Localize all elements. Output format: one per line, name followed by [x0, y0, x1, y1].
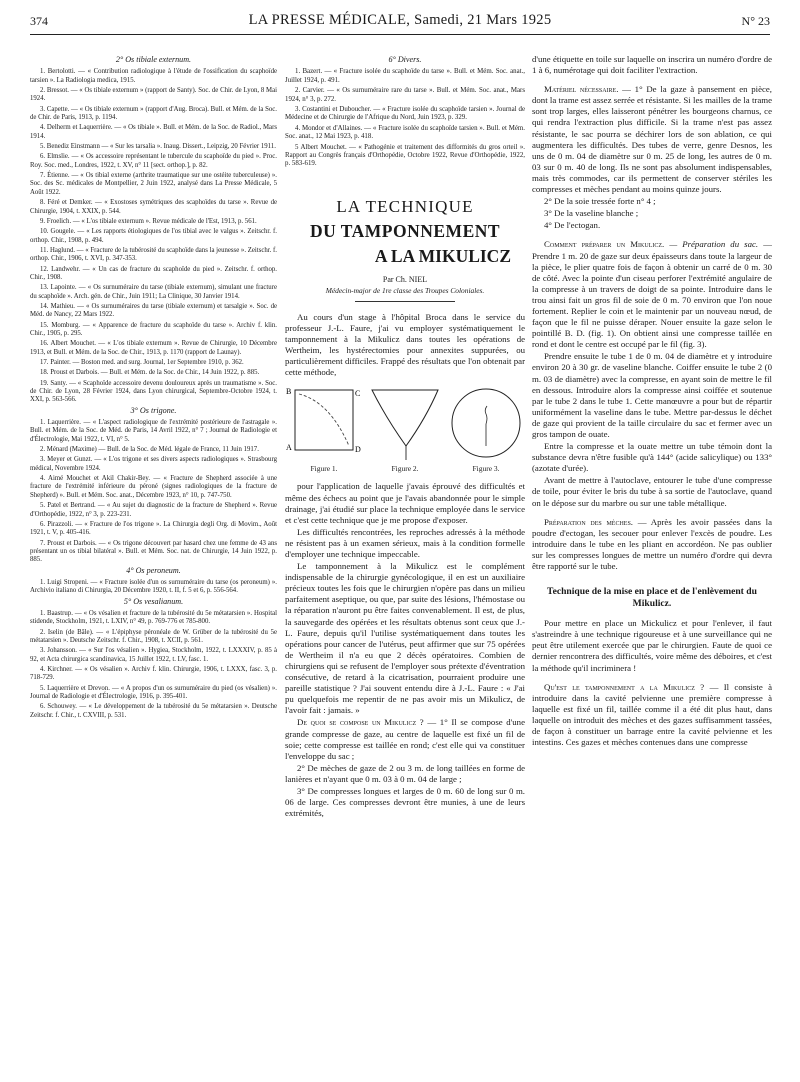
issue-number: N° 23 — [741, 14, 770, 28]
article-column — [285, 54, 525, 820]
reference-entry: 4. Delherm et Laquerrière. — « Os tibiale ». Bull. et Mém. de la Soc. de Radiol., Mars 1914. — [30, 124, 277, 140]
section-heading: 5° Os vesalianum. — [123, 596, 184, 606]
figure-2-caption: Figure 2. — [391, 464, 419, 474]
compose-item: 2° De mèches de gaze de 2 ou 3 m. de long taillées en forme de lanières et n'ayant que 0 m. 03 à 0 m. 04 de large ; — [285, 762, 525, 784]
reference-entry: 4. Kirchner. — « Os vésalien ». Archiv f. klin. Chirurgie, 1906, t. LXXX, fasc. 3, p. 718-729. — [30, 666, 277, 682]
figure-1-letter-c: C — [355, 389, 361, 399]
materials-item: 3° De la vaseline blanche ; — [544, 208, 639, 219]
figure-1-caption: Figure 1. — [310, 464, 338, 474]
journal-title: LA PRESSE MÉDICALE, Samedi, 21 Mars 1925 — [248, 12, 552, 28]
page-number: 374 — [30, 14, 48, 28]
section-subtitle: Technique de la mise en place et de l'enlèvement du Mikulicz. — [547, 586, 757, 610]
reference-entry: 6. Schouwey. — « Le développement de la tubérosité du 5e métatarsien ». Deutsche Zeitschr. f. Chir., t. CXVIII, p. 531. — [30, 703, 277, 719]
body-paragraph: Le tamponnement à la Mikulicz est le complément indispensable de la chirurgie gynécologique, il en est un auxiliaire précieux toutes les fois que le chirurgien n'opère pas dans un milieu parfaitement aseptique, ou que, par suite des lésions, l'hémostase ou la réparation n'auront pu être faites convenablement. Il est, de plus, la sauvegarde des opérées et les résultats obtenus sont ceux que J.-L. Faure, depuis qu'il l'utilise systématiquement dans toutes les opérations pour cancer de l'utérus, peut affirmer que sur 75 opérées de Wertheim il n'a eu que 2 décès opératoires. Combien de chirurgiens qui se refusent de l'employer sous prétexte d'éventration consécutive, de retard à la cicatrisation, pourraient produire une pareille statistique ? J'ai souvent entendu dire à J.-L. Faure : « J'ai pu quelquefois me repentir de ne pas avoir mis un Mikulicz, de l'avoir fait : jamais. » — [285, 561, 525, 716]
reference-entry: 1. Bertolotti. — « Contribution radiologique à l'étude de l'ossification du scaphoïde tarsien ». La Radiologia medica, 1915. — [30, 68, 277, 84]
meches-paragraph — [532, 517, 772, 572]
figure-3-circle — [447, 384, 525, 462]
figure-1-letter-a: A — [286, 443, 292, 453]
question-heading: Qu'est le tamponnement a la Mikulicz ? — [544, 681, 705, 692]
reference-entry: 4. Mondor et d'Allaines. — « Fracture isolée du scaphoïde tarsien ». Bull. et Mém. Soc. anat., 12 Mai 1923, p. 418. — [285, 124, 525, 141]
section-heading: 2° Os tibiale externum. — [115, 55, 192, 64]
figure-1-letter-b: B — [286, 387, 292, 397]
reference-entry: 1. Bazert. — « Fracture isolée du scaphoïde du tarse ». Bull. et Mém. Soc. anat., Juillet 1924, p. 491. — [285, 68, 525, 84]
compose-text: — 1° Il se compose d'une grande compresse de gaze, au centre de laquelle est fixé un fil de soie; cette compresse est taillée en rond; c'est elle qui va constituer l'enveloppe du sac ; — [285, 717, 525, 761]
reference-entry: 3. Johansson. — « Sur l'os vésalien ». Hygiea, Stockholm, 1922, t. LXXXIV, p. 85 à 92, et Acta chirurgica scandinavica, 15 Juillet 1922, t. LV, fasc. 1. — [30, 647, 277, 663]
reference-entry: 1. Laquerrière. — « L'aspect radiologique de l'extrémité postérieure de l'astragale ». Bull. et Mém. de la Soc. de Méd. de Paris, 14 Avril 1922, n° 7 ; Journal de Radiologie et d'Électrologie, Mai 1922, t. VI, n° 5. — [30, 419, 277, 443]
meches-heading: Préparation des mèches. — [544, 516, 633, 527]
reference-entry: 12. Landwehr. — « Un cas de fracture du scaphoïde du pied ». Zeitschr. f. orthop. Chir., 1908. — [30, 265, 277, 281]
figure-1-letter-d: D — [355, 445, 361, 455]
reference-entry: 8. Féré et Demker. — « Exostoses symétriques des scaphoïdes du tarse ». Revue de Chirurgie, 1904, t. XXIX, p. 544. — [30, 199, 277, 215]
preparation-text: — Prendre 1 m. 20 de gaze sur deux épaisseurs dans toute la largeur de la pièce, le plier quatre fois de façon à obtenir un carré de 0 m. 30 de côté. Avec la pointe d'un ciseau perforer l'extrémité angulaire de la compresse à un travers de doigt de sa pointe. Introduire dans le trou ainsi fait un gros fil de soie de 0 m. 70 environ que l'on noue fortement. Replier le coin et le maintenir par un nouveau nœud, de façon que le fil ne puisse déraper. Nouer ensuite la gaze selon le pointillé B. D. (fig. 1). On obtient ainsi une compresse taillée en rond et dont le centre est occupé par le fil (fig. 3). — [532, 239, 772, 350]
reference-entry: 11. Haglund. — « Fracture de la tubérosité du scaphoïde dans la jeunesse ». Zeitschr. f. orthop. Chir., 1906, t. XVI, p. 347-353. — [30, 246, 277, 263]
reference-entry: 13. Lapointe. — « Os surnuméraire du tarse (tibiale externum), simulant une fracture du scaphoïde ». Arch. gén. de Chir., Juin 1911; La Clinique, 30 Janvier 1914. — [30, 284, 277, 300]
reference-entry: 5. Patel et Bertrand. — « Au sujet du diagnostic de la fracture de Shepherd ». Revue d'Orthopédie, 1922, n° 3, p. 223-231. — [30, 502, 277, 518]
bibliography-column — [30, 54, 277, 722]
preparation-subheading: — Préparation du sac. — [669, 239, 759, 250]
reference-entry: 7. Proust et Darbois. — « Os trigone découvert par hasard chez une femme de 43 ans présentant un os tibial bilatéral ». Bull. et Mém. Soc. nat. de Chirurgie, 14 Juin 1922, p. 885. — [30, 539, 277, 564]
reference-entry: 19. Santy. — « Scaphoïde accessoire devenu douloureux après un traumatisme ». Soc. de Chir. de Lyon, 28 Février 1924, dans Lyon chirurgical, Septembre-Octobre 1924, t. XXI, p. 563-566. — [30, 379, 277, 404]
materials-text: — 1° De la gaze à pansement en pièce, dont la trame est assez serrée et résistante. Si les mailles de la trame sont trop larges, elles laisseront pénétrer les bourgeons charnus, ce qui rendra l'extraction plus difficile. Si la trame n'est pas assez résistante, le sac pourra se déchirer lors de son ablation, ce qui augmentera les difficultés. Des tubes de verre, genre Desnos, les uns de 0 m. 04 de diamètre sur 0 m. 25 de long, les autres de 0 m. 03 sur 0 m. 40 de long. Ils ne sont pas absolument indispensables, mais très commodes, car ils permettent de conserver stériles les compresses et mèches pendant au moins quinze jours. — [532, 84, 772, 195]
reference-entry: 5 Albert Mouchet. — « Pathogénie et traitement des difformités du gros orteil ». Rapport au Congrès français d'Orthopédie, Octobre 1922, Revue d'Orthopédie, 1922, p. 583-619. — [285, 143, 525, 168]
question-text: — Il consiste à introduire dans la cavité pelvienne une première compresse à laquelle est fixé un fil, taillée comme il a été dit plus haut, dans laquelle on introduit des mèches et des gazes suffisamment tassées, de façon à constituer un barrage entre la cavité pelvienne et les intestins. Ces gazes et mèches contenues dans une compresse — [532, 681, 772, 748]
reference-entry: 14. Mathieu. — « Os surnuméraires du tarse (tibiale externum) et tarsalgie ». Soc. de Méd. de Nancy, 22 Mars 1922. — [30, 302, 277, 319]
body-paragraph: Avant de mettre à l'autoclave, entourer le tube d'une compresse de toile, pour éviter le bris du tube à sa sortie de l'autoclave, quand on le dépose sur du marbre ou sur une table métallique. — [532, 475, 772, 508]
reference-entry: 9. Froelich. — « L'os tibiale externum ». Revue médicale de l'Est, 1913, p. 561. — [40, 217, 257, 225]
compose-item: 3° De compresses longues et larges de 0 m. 60 de long sur 0 m. 06 de large. Ces compresses devront être munies, à une de leurs extrémités, — [285, 785, 525, 819]
article-title-line2: DU TAMPONNEMENT — [309, 220, 501, 241]
reference-entry: 15. Momburg. — « Apparence de fracture du scaphoïde du tarse ». Archiv f. klin. Chir., 1905, p. 295. — [30, 321, 277, 337]
meches-text: — Après les avoir passées dans la poudre d'ectogan, les secouer pour enlever l'excès de poudre. Les introduire dans le tube en les pliant en accordéon. Ne pas oublier sur les compresses longues de mettre un numéro d'ordre qui devra être rapporté sur le tube. — [532, 516, 772, 572]
materials-item: 2° De la soie tressée forte n° 4 ; — [544, 196, 656, 207]
body-paragraph: Prendre ensuite le tube 1 de 0 m. 04 de diamètre et y introduire environ 20 à 30 gr. de vaseline blanche. Coiffer ensuite le tube 2 (0 m. 03 de diamètre) avec la compresse, en ayant soin de mettre le fil en dessous. Introduire alors la compresse ainsi coiffée et soutenue par le tube 2 dans le tube 1. Cette manœuvre a pour but de répartir uniformément la vaseline dans le tube. Mettre par-dessus le déchet de gaze qui provient de la taille circulaire du sac et fermer avec un gros tampon de ouate. — [532, 351, 772, 439]
section-heading: 3° Os trigone. — [130, 405, 177, 415]
body-paragraph: pour l'application de laquelle j'avais éprouvé des difficultés et même des échecs au point que je l'avais abandonnée pour le simple drainage, j'ai étudié sur place la technique employée dans le service et c'est cette technique que je me propose d'exposer. — [285, 481, 525, 525]
continuation-column — [532, 54, 772, 749]
preparation-paragraph — [532, 239, 772, 350]
figures-row — [285, 384, 525, 473]
reference-entry: 2. Ménard (Maxime) — Bull. de la Soc. de Méd. légale de France, 11 Juin 1917. — [40, 446, 259, 454]
figure-1 — [285, 384, 363, 473]
article-title-line3: A LA MIKULICZ — [374, 245, 511, 266]
body-paragraph: d'une étiquette en toile sur laquelle on inscrira un numéro d'ordre de 1 à 6, numérotage qui doit faciliter l'extraction. — [532, 54, 772, 76]
article-affiliation: Médecin-major de 1re classe des Troupes Coloniales. — [325, 285, 485, 295]
figure-1-square — [285, 384, 363, 462]
article-author: Par Ch. NIEL — [382, 274, 428, 284]
reference-entry: 10. Gougele. — « Les rapports étiologiques de l'os tibial avec le valgus ». Zeitschr. f. orthop. Chir., 1908, p. 494. — [30, 228, 277, 244]
divider — [355, 301, 455, 302]
section-heading: 6° Divers. — [388, 55, 422, 64]
reference-entry: 3. Meyer et Gunzt. — « L'os trigone et ses divers aspects radiologiques ». Strasbourg médical, Novembre 1924. — [30, 456, 277, 472]
reference-entry: 6. Elmslie. — « Os accessoire représentant le tubercule du scaphoïde du pied ». Proc. Roy. Soc. med., Londres, 1922, t. XV, n° 11 [sect. orthop.], p. 82. — [30, 153, 277, 169]
compose-heading: De quoi se compose un Mikulicz ? — [297, 717, 424, 728]
figure-3 — [447, 384, 525, 473]
article-title-line1: LA TECHNIQUE — [336, 196, 474, 216]
reference-entry: 7. Étienne. — « Os tibial externe (arthrite traumatique sur une ostéite tuberculeuse) ». Soc. des Sc. médicales de Montpellier, 2 Juin 1922, analysé dans La Presse Médicale, 5 Août 1922. — [30, 172, 277, 196]
compose-paragraph — [285, 717, 525, 761]
figure-3-caption: Figure 3. — [472, 464, 500, 474]
reference-entry: 16. Albert Mouchet. — « L'os tibiale externum ». Revue de Chirurgie, 10 Décembre 1913, et Bull. et Mém. de la Soc. de Chir., 1913, p. 1170 (rapport de Launay). — [30, 340, 277, 356]
reference-entry: 6. Pirazzoli. — « Fracture de l'os trigone ». La Chirurgia degli Org. di Movim., Août 1921, t. V, p. 405-416. — [30, 520, 277, 537]
body-paragraph: Entre la compresse et la ouate mettre un tube témoin dont la substance devra n'être fusible qu'à 144° (acide salicylique) ou 133° (azotate d'urée). — [532, 441, 772, 474]
materials-paragraph — [532, 84, 772, 195]
reference-entry: 18. Proust et Darbois. — Bull. et Mém. de la Soc. de Chir., 14 Juin 1922, p. 885. — [40, 369, 260, 377]
reference-entry: 2. Bressot. — « Os tibiale externum » (rapport de Santy). Soc. de Chir. de Lyon, 8 Mai 1924. — [30, 87, 277, 103]
materials-item: 4° De l'ectogan. — [544, 220, 601, 231]
preparation-heading: Comment préparer un Mikulicz. — [544, 239, 665, 250]
reference-entry: 1. Luigi Stropeni. — « Fracture isolée d'un os surnuméraire du tarse (os peroneum) ». Archivio italiano di Chirurgia, 20 Décembre 1920, t. II, f. 5 et 6, p. 556-564. — [30, 578, 277, 595]
section-heading: 4° Os peroneum. — [126, 565, 181, 575]
body-paragraph: Pour mettre en place un Mickulicz et pour l'enlever, il faut s'astreindre à une technique rigoureuse et à une surveillance qui ne peut être utilement exercée que par le chirurgien. Faute de quoi ce dernier rencontrera des difficultés, voire même des déboires, et c'est la méthode qu'il incriminera ! — [532, 618, 772, 673]
reference-entry: 5. Laquerrière et Drevon. — « A propos d'un os surnuméraire du pied (os vésalien) ». Journal de Radiologie et d'Électrologie, 1916, p. 395-401. — [30, 684, 277, 701]
figure-2 — [366, 384, 444, 473]
reference-entry: 3. Costantini et Duboucher. — « Fracture isolée du scaphoïde tarsien ». Journal de Médecine et de Chirurgie de l'Afrique du Nord, Juin 1923, p. 329. — [285, 106, 525, 122]
reference-entry: 2. Iselin (de Bâle). — « L'épiphyse péronéale de W. Grüber de la tubérosité du 5e métatarsien ». Deutsche Zeitschr. f. Chir., 1908, t. XCII, p. 561. — [30, 628, 277, 644]
reference-entry: 2. Carvier. — « Os surnuméraire rare du tarse ». Bull. et Mém. Soc. anat., Mars 1924, n° 3, p. 272. — [285, 87, 525, 103]
reference-entry: 3. Capette. — « Os tibiale externum » (rapport d'Aug. Broca). Bull. et Mém. de la Soc. de Chir. de Paris, 1913, p. 1194. — [30, 105, 277, 122]
materials-heading: Matériel nécessaire. — [544, 84, 619, 95]
reference-entry: 1. Baastrup. — « Os vésalien et fracture de la tubérosité du 5e métatarsien ». Hospital stidende, Stockholm, 1921, t. LXIV, n° 49, p. 769-776 et 785-800. — [30, 609, 277, 626]
figure-2-cone — [366, 384, 444, 462]
page-header — [30, 4, 770, 35]
reference-entry: 4. Aimé Mouchet et Akil Chakir-Bey. — « Fracture de Shepherd associée à une fracture de l'extrémité inférieure du péroné (signes radiologiques de la fracture de Shepherd) ». Bull. et Mém. Soc. anat., Décembre 1923, n° 10, p. 747-750. — [30, 475, 277, 499]
reference-entry: 17. Painter. — Boston med. and surg. Journal, 1er Septembre 1910, p. 362. — [40, 359, 244, 366]
question-paragraph — [532, 682, 772, 749]
intro-paragraph: Au cours d'un stage à l'hôpital Broca dans le service du professeur J.-L. Faure, j'ai vu employer systématiquement le tamponnement à la Mikulicz dans toutes les opérations de Wertheim, les hystérectomies pour annexites suppurées, ou particulièrement difficiles. Frappé des résultats que l'on obtenait par cette méthode, — [285, 311, 525, 378]
reference-entry: 5. Benediz Einstmann — « Sur les tarsalia ». Inaug. Dissert., Leipzig, 20 Février 1911. — [40, 143, 276, 151]
body-paragraph: Les difficultés rencontrées, les reproches adressés à la méthode ne résistent pas à un examen sérieux, mais à la condition formelle d'employer une technique impeccable. — [285, 526, 525, 559]
